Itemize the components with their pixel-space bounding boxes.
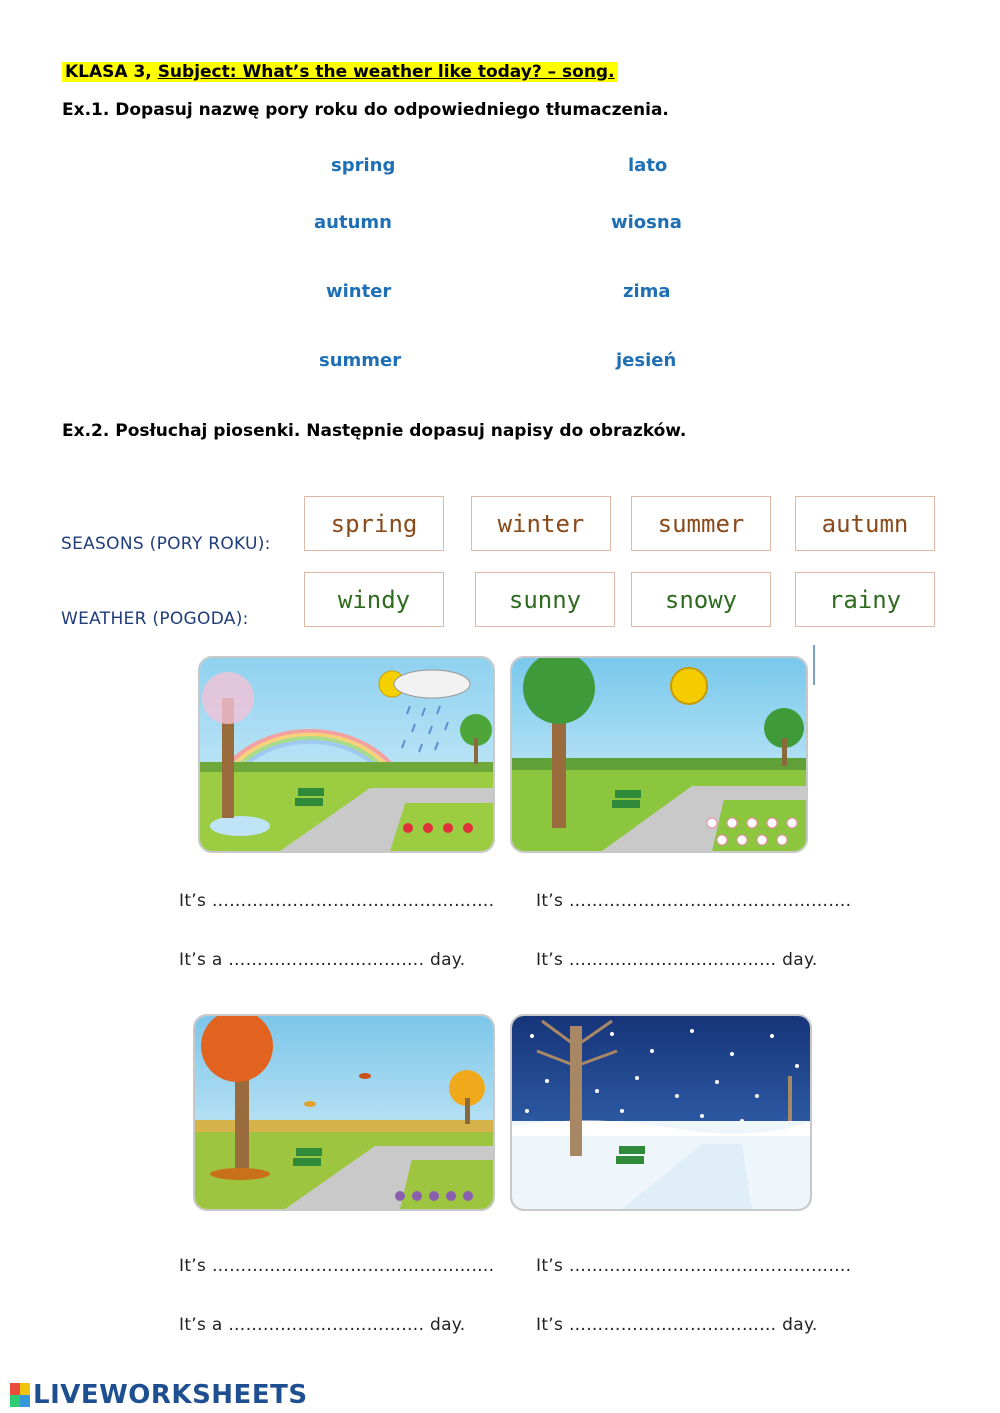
picture-spring-rain [198,656,495,853]
logo-text: LIVEWORKSHEETS [33,1380,308,1410]
header-subject: Subject: What’s the weather like today? – song. [157,62,615,82]
weather-chip-snowy[interactable]: snowy [631,572,771,627]
ex1-right-word[interactable]: lato [628,155,668,176]
season-chip-winter[interactable]: winter [471,496,611,551]
ex2-title: Ex.2. Posłuchaj piosenki. Następnie dopasuj napisy do obrazków. [62,421,687,441]
text-cursor [813,645,815,685]
ex1-title: Ex.1. Dopasuj nazwę pory roku do odpowiedniego tłumaczenia. [62,100,669,120]
weather-chip-rainy[interactable]: rainy [795,572,935,627]
page-header [62,62,618,82]
ex1-left-word[interactable]: autumn [314,212,392,233]
ex1-left-word[interactable]: summer [319,350,402,371]
season-chip-summer[interactable]: summer [631,496,771,551]
season-chip-autumn[interactable]: autumn [795,496,935,551]
answer-line-weather[interactable]: It’s ……………………………… day. [536,1315,818,1335]
logo-mark-icon [10,1383,30,1407]
ex1-left-word[interactable]: winter [326,281,392,302]
ex1-right-word[interactable]: jesień [616,350,677,371]
answer-line-weather[interactable]: It’s ……………………………… day. [536,950,818,970]
weather-label: WEATHER (POGODA): [61,609,249,629]
liveworksheets-logo[interactable] [10,1380,308,1410]
picture-autumn-wind [193,1014,495,1211]
ex1-right-word[interactable]: wiosna [611,212,682,233]
ex1-right-word[interactable]: zima [623,281,671,302]
weather-chip-windy[interactable]: windy [304,572,444,627]
answer-line-season[interactable]: It’s …………………………………………. [536,891,852,911]
weather-chip-sunny[interactable]: sunny [475,572,615,627]
header-prefix: KLASA 3, [65,62,158,82]
seasons-label: SEASONS (PORY ROKU): [61,534,271,554]
answer-line-weather[interactable]: It’s a ……………………………. day. [179,1315,466,1335]
answer-line-season[interactable]: It’s …………………………………………. [179,891,495,911]
answer-line-season[interactable]: It’s …………………………………………. [536,1256,852,1276]
picture-winter-snow [510,1014,812,1211]
answer-line-season[interactable]: It’s …………………………………………. [179,1256,495,1276]
season-chip-spring[interactable]: spring [304,496,444,551]
ex1-left-word[interactable]: spring [331,155,396,176]
picture-summer-sun [510,656,808,853]
answer-line-weather[interactable]: It’s a ……………………………. day. [179,950,466,970]
